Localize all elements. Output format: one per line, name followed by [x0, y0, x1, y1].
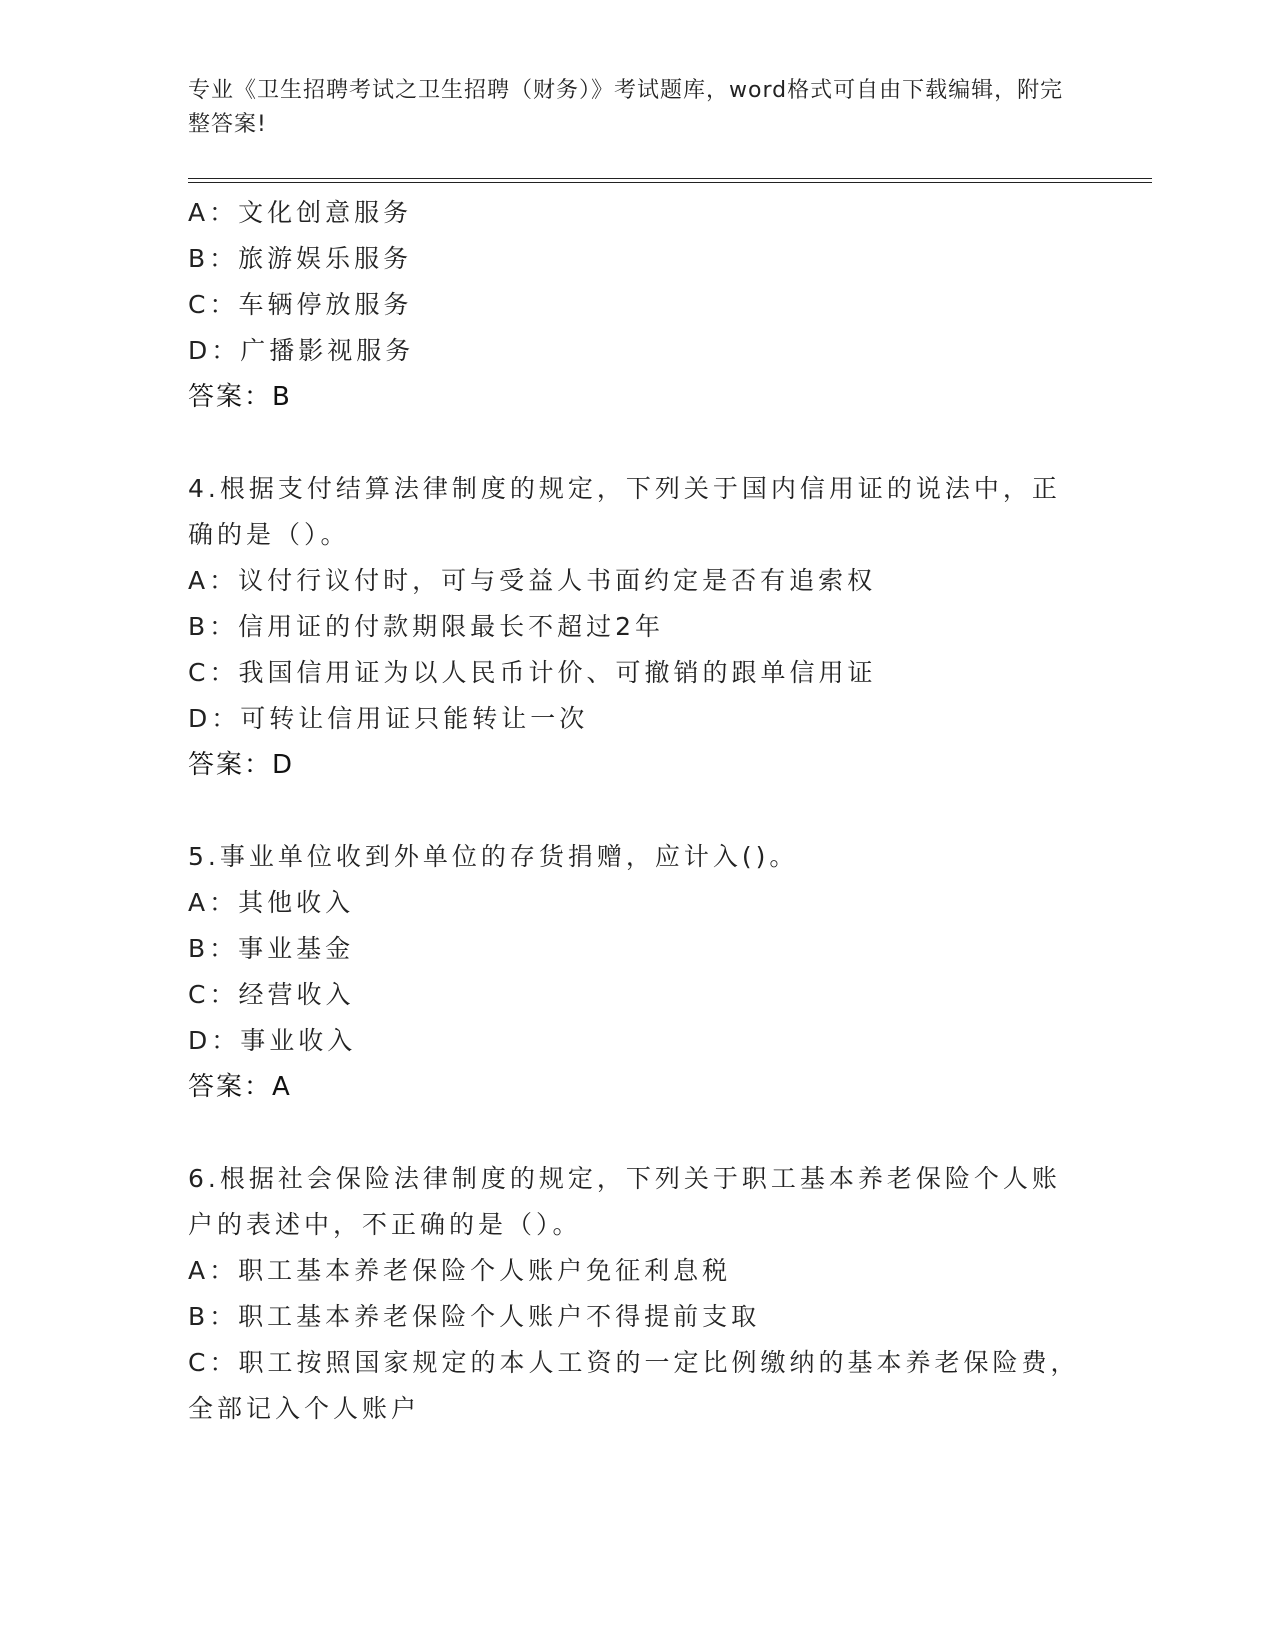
question-6	[188, 1156, 1088, 1432]
question-stem: 5.事业单位收到外单位的存货捐赠，应计入()。	[188, 842, 799, 871]
answer: 答案：A	[188, 1072, 292, 1102]
option-a: A：其他收入	[188, 888, 355, 917]
option-d: D：广播影视服务	[188, 336, 415, 365]
option-c: C：车辆停放服务	[188, 290, 413, 319]
header-rule-top	[188, 178, 1152, 179]
option-c: C：经营收入	[188, 980, 355, 1009]
question-5	[188, 834, 1088, 1110]
question-stem-continued: 户的表述中，不正确的是（）。	[188, 1210, 582, 1239]
option-b: B：职工基本养老保险个人账户不得提前支取	[188, 1302, 761, 1331]
question-stem: 4.根据支付结算法律制度的规定，下列关于国内信用证的说法中，正	[188, 474, 1061, 503]
question-stem-continued: 确的是（）。	[188, 520, 350, 549]
option-a: A：议付行议付时，可与受益人书面约定是否有追索权	[188, 566, 877, 595]
question-content	[188, 190, 1088, 1432]
option-c: C：我国信用证为以人民币计价、可撤销的跟单信用证	[188, 658, 877, 687]
document-header: 专业《卫生招聘考试之卫生招聘（财务）》考试题库，word格式可自由下载编辑，附完整答案!	[188, 78, 1064, 137]
option-d: D：事业收入	[188, 1026, 357, 1055]
answer: 答案：B	[188, 382, 292, 412]
option-b: B：事业基金	[188, 934, 355, 963]
question-stem: 6.根据社会保险法律制度的规定，下列关于职工基本养老保险个人账	[188, 1164, 1061, 1193]
option-a: A：文化创意服务	[188, 198, 413, 227]
option-b: B：旅游娱乐服务	[188, 244, 413, 273]
option-b: B：信用证的付款期限最长不超过2年	[188, 612, 665, 641]
question-4	[188, 466, 1088, 788]
header-rule-bottom	[188, 182, 1152, 183]
prev-question-options	[188, 190, 1088, 420]
answer: 答案：D	[188, 750, 295, 780]
option-a: A：职工基本养老保险个人账户免征利息税	[188, 1256, 732, 1285]
option-c-continued: 全部记入个人账户	[188, 1394, 421, 1423]
option-d: D：可转让信用证只能转让一次	[188, 704, 589, 733]
option-c: C：职工按照国家规定的本人工资的一定比例缴纳的基本养老保险费，	[188, 1348, 1080, 1377]
